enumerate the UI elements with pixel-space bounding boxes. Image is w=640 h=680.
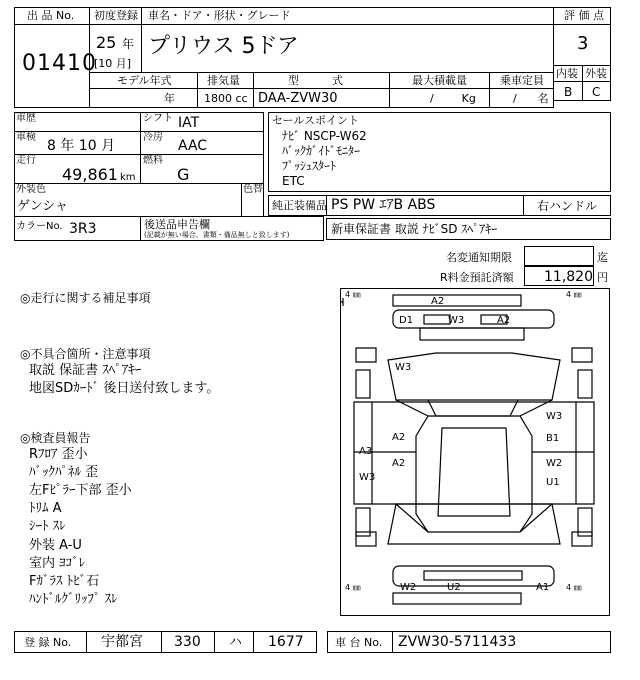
- chassis-label: 車 台 No.: [335, 636, 383, 649]
- ac-value: AAC: [178, 138, 208, 154]
- lot-number-label: 出 品 No.: [27, 9, 75, 22]
- corner-label-br: 4 ㎜: [566, 583, 582, 592]
- color-no-label: カラーNo.: [16, 221, 63, 232]
- recycle-value: 11,820: [544, 269, 593, 285]
- corner-label-tl: 4 ㎜: [345, 290, 361, 299]
- ext-color-label: 外装色: [16, 184, 46, 195]
- first-reg-label: 初度登録: [94, 9, 138, 22]
- inspector-item: 外装 A-U: [29, 538, 82, 553]
- driving-notes-title: ◎走行に関する補足事項: [20, 291, 151, 305]
- reg-year-unit: 年: [122, 37, 135, 51]
- right-mirror: [572, 348, 592, 362]
- mark-left-a2-upper: A2: [392, 432, 406, 443]
- inspector-title: ◎検査員報告: [20, 431, 91, 445]
- rear-plate: [424, 571, 522, 580]
- car-damage-diagram: [340, 288, 610, 616]
- recycle-label: R料金預託済額: [440, 271, 514, 284]
- mark-rear-u2: U2: [447, 582, 461, 593]
- interior-label: 内装: [556, 67, 578, 80]
- inspector-item: Fｶﾞﾗｽ ﾄﾋﾞ石: [29, 574, 100, 589]
- corner-label-bl: 4 ㎜: [345, 583, 361, 592]
- sales-point-item: ﾅﾋﾞ NSCP-W62: [282, 129, 367, 143]
- left-mirror: [356, 348, 376, 362]
- color-no-value: 3R3: [69, 221, 97, 237]
- mileage-value: 49,861: [62, 165, 118, 184]
- ext-color-value: ゲンシャ: [17, 199, 69, 214]
- sales-point-item: ETC: [282, 174, 305, 188]
- mark-rear-a1: A1: [536, 582, 550, 593]
- roof: [438, 428, 510, 516]
- displacement-value: 1800 cc: [204, 92, 248, 105]
- defect-item: 地図SDｶｰﾄﾞ 後日送付致します。: [29, 381, 220, 396]
- fuel-label: 燃料: [143, 155, 163, 166]
- inspector-item: 左Fﾋﾟﾗｰ下部 歪小: [29, 483, 132, 498]
- trunk: [388, 504, 560, 544]
- model-year-label: モデル年式: [117, 74, 172, 87]
- corner-label-tr: 4 ㎜: [566, 290, 582, 299]
- handle-value: 右ハンドル: [537, 199, 598, 213]
- documents-value: 新車保証書 取説 ﾅﾋﾞSD ｽﾍﾟｱｷｰ: [331, 222, 498, 236]
- reg-class: 330: [174, 634, 201, 650]
- defect-item: 取説 保証書 ｽﾍﾟｱｷｰ: [29, 363, 142, 378]
- defects-title: ◎不具合箇所・注意事項: [20, 347, 151, 361]
- score-value: 3: [577, 33, 589, 54]
- rear-bumper-bottom: [393, 593, 521, 604]
- exterior-grade: C: [592, 85, 601, 99]
- model-label: 車名・ドア・形状・グレード: [148, 9, 291, 22]
- front-bumper-top: [393, 295, 521, 306]
- model-year-unit: 年: [164, 92, 175, 105]
- capacity-label: 乗車定員: [500, 74, 544, 87]
- wheel-fr: [578, 370, 592, 398]
- reg-number: 1677: [268, 634, 304, 650]
- score-label: 評 価 点: [564, 9, 604, 22]
- wheel-fl: [356, 370, 370, 398]
- model-code-value: DAA-ZVW30: [258, 91, 338, 106]
- mark-right-w2: W2: [546, 458, 563, 469]
- car-name: プリウス 5ドア: [148, 34, 299, 59]
- mark-front-w3: W3: [448, 315, 465, 326]
- pillars: [396, 400, 552, 532]
- chassis-number: ZVW30-5711433: [398, 634, 517, 650]
- name-change-label: 名変通知期限: [446, 251, 512, 264]
- mark-front-d1: D1: [399, 315, 414, 326]
- rear-right-light: [572, 532, 592, 546]
- reg-area: 宇都宮: [101, 634, 143, 650]
- mark-left-a3: A3: [359, 446, 373, 457]
- equipment-label: 純正装備品: [272, 199, 327, 212]
- name-change-unit: 迄: [597, 251, 608, 264]
- inspector-item: ﾊﾝﾄﾞﾙｸﾞﾘｯﾌﾟ ｽﾚ: [29, 592, 118, 607]
- inspector-item: ｼｰﾄ ｽﾚ: [29, 519, 66, 534]
- recycle-unit: 円: [597, 271, 608, 284]
- repaint-label: 色替: [243, 184, 263, 195]
- inspector-item: Rﾌﾛｱ 歪小: [29, 447, 88, 462]
- aftermarket-label: 後送品申告欄: [144, 218, 210, 231]
- rear-left-light: [356, 532, 376, 546]
- equipment-value: PS PW ｴｱB ABS: [331, 197, 436, 213]
- reg-month: [10 月]: [94, 57, 132, 70]
- shift-label: シフト: [143, 113, 173, 124]
- grille-left: [424, 315, 450, 324]
- sales-points-label: セールスポイント: [272, 114, 360, 127]
- mileage-label: 走行: [16, 155, 36, 166]
- max-load-label: 最大積載量: [412, 74, 467, 87]
- mark-front-a2: A2: [497, 315, 511, 326]
- mark-right-w3: W3: [546, 411, 563, 422]
- lot-number: 01410: [22, 51, 97, 76]
- interior-grade: B: [564, 85, 573, 99]
- ac-label: 冷房: [143, 132, 163, 143]
- mark-left-w3: W3: [359, 472, 376, 483]
- exterior-label: 外装: [585, 67, 607, 80]
- mark-hood-w3: W3: [395, 362, 412, 373]
- displacement-label: 排気量: [207, 74, 240, 87]
- mark-right-b1: B1: [546, 433, 560, 444]
- inspector-item: 室内 ﾖｺﾞﾚ: [29, 556, 86, 571]
- reg-kana: ハ: [229, 635, 243, 650]
- front-lip: [420, 328, 524, 340]
- mark-right-u1: U1: [546, 477, 560, 488]
- mark-top-a2: A2: [431, 296, 445, 307]
- model-year-cell: [89, 88, 198, 108]
- model-code-label: 型 式: [288, 74, 343, 87]
- front-panel: [393, 310, 554, 328]
- rear-panel: [393, 566, 554, 586]
- sales-point-item: ﾊﾞｯｸｶﾞｲﾄﾞﾓﾆﾀｰ: [282, 144, 361, 158]
- mileage-unit: km: [120, 172, 136, 183]
- shift-value: IAT: [178, 115, 200, 131]
- cabin: [416, 416, 532, 532]
- inspector-item: ﾄﾘﾑ A: [29, 501, 62, 516]
- mark-rear-w2: W2: [400, 582, 417, 593]
- inspection-label: 車検: [16, 132, 36, 143]
- history-label: 車歴: [16, 113, 36, 124]
- max-load-value: / Kg: [430, 92, 476, 105]
- fuel-value: G: [177, 165, 190, 184]
- hood: [388, 353, 560, 400]
- sales-point-item: ﾌﾟｯｼｭｽﾀｰﾄ: [282, 159, 337, 173]
- name-change-box: [524, 246, 594, 266]
- reg-year: 25: [96, 33, 117, 52]
- reg-label: 登 録 No.: [24, 636, 72, 649]
- inspector-item: ﾊﾞｯｸﾊﾟﾈﾙ 歪: [29, 465, 99, 480]
- capacity-value: / 名: [513, 92, 549, 105]
- mark-left-a2-lower: A2: [392, 458, 406, 469]
- inspection-value: 8 年 10 月: [47, 138, 116, 154]
- aftermarket-note: (記載が無い場合、書類・備品無しと致します): [144, 231, 290, 239]
